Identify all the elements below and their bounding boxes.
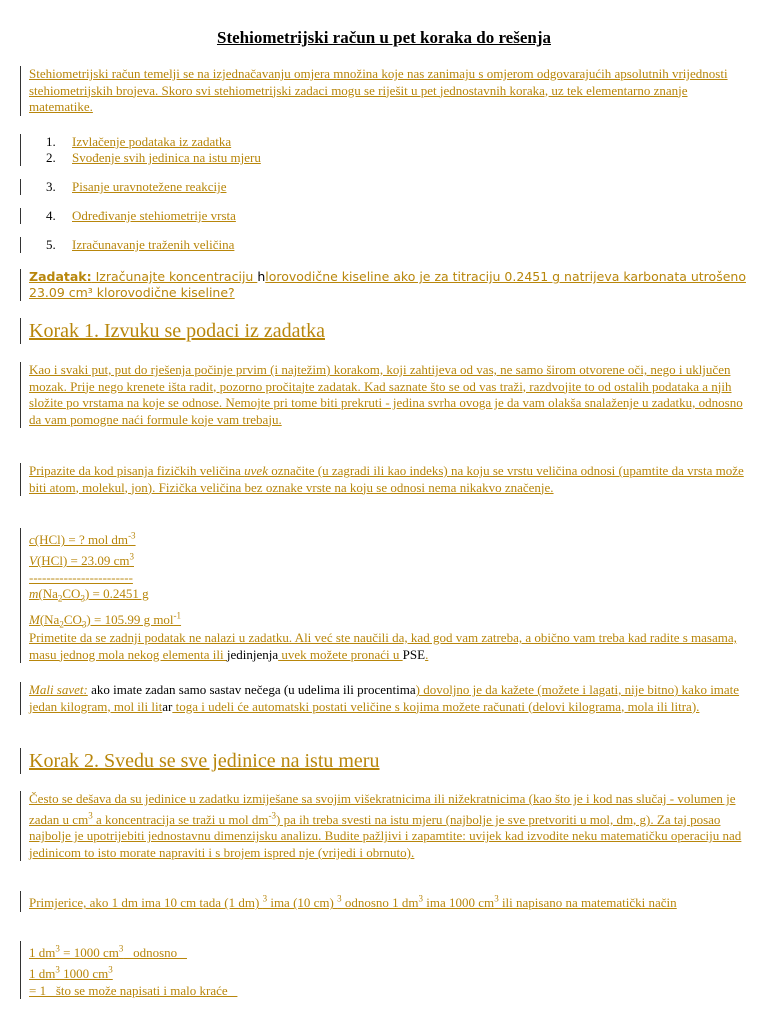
equation-text[interactable]: 1 $dm^3 = 1000$ $cm^3$ odnosno: [29, 944, 187, 961]
data-line: [29, 549, 754, 570]
korak1-paragraph-3: [20, 630, 754, 663]
data-line: [29, 528, 754, 549]
data-list: [20, 528, 754, 633]
data-line: [29, 607, 754, 632]
paragraph-text[interactable]: Pripazite da kod pisanja fizičkih veličina: [29, 463, 245, 478]
step-item: [20, 208, 236, 224]
paragraph-text[interactable]: Primetite da se zadnji podatak ne nalazi u zadatku. Ali već ste naučili da, kad god vam zatreba, a obično vam treba kad radite s masama, masu jednog mola nekog elementa ili: [29, 630, 737, 662]
paragraph-text: ako imate zadan samo sastav nečega (u udelima ili p: [87, 682, 364, 697]
step-item: [20, 237, 234, 253]
intro-paragraph: [20, 66, 754, 116]
equation-text[interactable]: 1 $dm^3$ 1000 $cm^3$: [29, 964, 113, 982]
heading-text[interactable]: Korak 2. Svedu se sve jedinice na istu meru: [29, 750, 380, 772]
equation-line: [29, 983, 754, 1000]
intro-text[interactable]: Stehiometrijski račun temelji se na izjednačavanju omjera množina koje nas zanimaju s omjerom odgovarajućih apsolutnih vrijednosti stehiometrijskih brojeva. Skoro svi stehiometrijski zadaci mogu se riješit u pet jednostavnih koraka, uz tek elementarno znanje matematike.: [29, 66, 728, 114]
paragraph-text[interactable]: uvek možete pronaći u: [278, 646, 403, 662]
paragraph-text[interactable]: ).: [691, 698, 700, 714]
step-number: 4.: [46, 208, 56, 223]
data-text[interactable]: $M(Na_2CO_3) = 105.99$ g mol$^{-1}$: [29, 610, 182, 630]
paragraph-text: PSE: [402, 646, 426, 662]
step-number: 5.: [46, 237, 56, 252]
data-text[interactable]: $m(Na_2CO_3) = 0.2451$ g: [29, 586, 149, 604]
data-text[interactable]: c(HCl) = ? mol $dm^{-3}$: [29, 531, 136, 548]
task-label: Zadatak:: [29, 269, 92, 284]
paragraph-text: ar: [162, 698, 173, 714]
equation-block: [20, 941, 754, 999]
page-title: Stehiometrijski račun u pet koraka do rešenja: [216, 28, 551, 47]
korak1-paragraph-2: [20, 463, 754, 496]
paragraph-text: rocentima: [363, 682, 416, 697]
task-paragraph: [20, 269, 754, 301]
section-heading-korak1: [20, 318, 754, 344]
step-item: [20, 179, 226, 195]
step-link[interactable]: Pisanje uravnotežene reakcije: [72, 179, 227, 194]
task-text: h: [257, 269, 266, 284]
step-number: 2.: [46, 150, 56, 165]
data-line: [29, 586, 754, 607]
paragraph-text[interactable]: .: [425, 646, 429, 662]
step-number: 3.: [46, 179, 56, 194]
task-text[interactable]: Izračunajte koncentraciju: [91, 269, 258, 284]
data-text[interactable]: V(HCl) = 23.09 $cm^3$: [29, 551, 134, 569]
step-number: 1.: [46, 134, 56, 149]
korak2-paragraph-1: [20, 791, 754, 861]
korak1-tip-paragraph: [20, 682, 754, 715]
step-item: [20, 134, 231, 150]
step-link[interactable]: Izvlačenje podataka iz zadatka: [72, 134, 232, 149]
paragraph-text[interactable]: toga i udeli će automatski postati veličine s kojima možete računati (delovi kilograma, mola ili litra: [172, 698, 692, 714]
paragraph-text[interactable]: Često se dešava da su jedinice u zadatku izmiješane sa svojim višekratnicima ili nižekratnicima (kao što je i kod nas slučaj - volumen je zadan u $cm^3$ a koncentracija se traži u mol $dm^{-3}$) pa ih treba svesti na istu mjeru (najbolje je sve pretvoriti u mol, dm, g). Za taj posao najbolje je upotrijebiti jednostavnu dimenzijsku analizu. Budite pažljivi i zapamtite: uvijek kad izvodite neku matematičku operaciju nad jedinicom to isto morate napraviti i s brojem ispred nje (vrijedi i obrnuto).: [29, 791, 742, 860]
step-link[interactable]: Svođenje svih jedinica na istu mjeru: [72, 150, 261, 165]
task-text[interactable]: lorovodične kiseline ako je za titraciju 0.2451 g natrijeva karbonata utrošeno 23.09 cm³ klorovodične kiseline?: [29, 269, 746, 300]
step-link[interactable]: Izračunavanje traženih veličina: [72, 237, 235, 252]
data-separator: ------------------------: [29, 569, 133, 585]
heading-text[interactable]: Korak 1. Izvuku se podaci iz zadatka: [29, 320, 325, 342]
equation-line: [29, 962, 754, 983]
step-link[interactable]: Određivanje stehiometrije vrsta: [72, 208, 236, 223]
equation-line: [29, 941, 754, 962]
paragraph-text[interactable]: ) dovoljno je da kažete (možete i lagati, nije bitno) kako imate jedan kilogram, mol ili lit: [29, 682, 740, 714]
korak2-paragraph-2: [20, 891, 754, 912]
emphasis-text[interactable]: uvek: [244, 463, 268, 478]
paragraph-text[interactable]: Primjerice, ako 1 dm ima 10 cm tada (1 dm) $^3$ ima (10 cm) $^3$ odnosno 1 $dm^3$ ima 1000 $cm^3$ ili napisano na matematički način: [29, 894, 677, 911]
paragraph-text[interactable]: Kao i svaki put, put do rješenja počinje prvim (i najtežim) korakom, koji zahtijeva od vas, ne samo širom otvorene oči, nego i uključen mozak. Prije nego krenete išta radit, pozorno pročitajte zadatak. Kad saznate što se od vas traži, razdvojite to od ostalih podataka a njih složite po vrstama na koje se odnose. Nemojte pri tome biti prekruti - jedina svrha ovoga je da vam olakša snalaženje u zadatku, odnosno da vam pomogne naći formule koje vam trebaju.: [29, 362, 743, 427]
korak1-paragraph-1: [20, 362, 754, 428]
tip-label[interactable]: Mali savet:: [29, 682, 88, 697]
step-item: [20, 150, 261, 166]
equation-text[interactable]: = 1 što se može napisati i malo kraće: [29, 982, 238, 998]
section-heading-korak2: [20, 748, 754, 774]
paragraph-text: jedinjenja: [226, 646, 279, 662]
paragraph-text[interactable]: označite (u zagradi ili kao indeks) na koju se vrstu veličina odnosi (upamtite da vrsta može biti atom, molekul, jon). Fizička veličina bez oznake vrste na koju se odnosi nema nikakvo značenje.: [29, 463, 744, 495]
